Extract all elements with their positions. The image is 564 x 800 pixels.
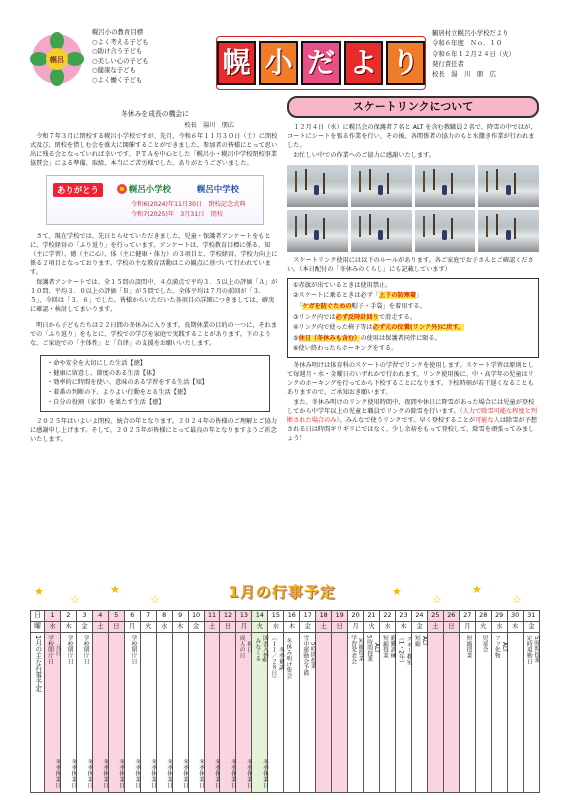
star-icon: ☆: [70, 593, 80, 606]
banner-line2: 令和7(2025)年 3月31日 閉校: [131, 210, 224, 218]
paragraph: お忙しい中での作業へのご協力に感謝いたします。: [293, 151, 436, 159]
calendar-weekday: 水: [45, 622, 61, 633]
event-text: ALT フッ化物: [493, 635, 507, 659]
calendar-weekday: 金: [300, 622, 316, 633]
header: [30, 28, 540, 100]
banner-school2: 幌呂中学校: [197, 183, 239, 194]
paragraph: 保護者アンケートでは、全１５問の設問中、４点満点で平均３．５以上の評価「Ａ」が１０問、平均３．０以上の評価「Ｂ」が５問でした。全体平均は７月の前回が「３．５」、今回は「３．６」でした。皆様からいただいた各項目の詳細につきましては、確実に確認・検討してまいります。: [30, 278, 278, 313]
calendar-date-row: [31, 611, 540, 622]
calendar-date: 21: [364, 611, 380, 622]
calendar-weekday: 土: [427, 622, 443, 633]
calendar-date: 7: [140, 611, 156, 622]
calendar-date: 12: [220, 611, 236, 622]
title-char: 幌: [217, 41, 256, 85]
calendar-date: 29: [491, 611, 507, 622]
calendar-date: 30: [507, 611, 523, 622]
section-heading: 冬休みを成長の機会に: [121, 110, 189, 118]
title-char: よ: [344, 41, 383, 85]
calendar-weekday: 金: [523, 622, 539, 633]
event-text: 短縮授業: [465, 635, 472, 659]
calendar-date: 15: [268, 611, 284, 622]
calendar-date: 5: [108, 611, 124, 622]
calendar-weekday: 火: [364, 622, 380, 633]
banner-line1: 令和6(2024)年11月30日 閉校記念式典: [131, 200, 246, 208]
rule-item: ④リンク内で使った椅子等は必ず元の位置(リンク外)に戻す。: [293, 324, 465, 332]
event-text: 冬休み明け集会 冬季補講 （１１／２８日）: [269, 635, 291, 682]
calendar-date: 17: [300, 611, 316, 622]
calendar-date: 1: [45, 611, 61, 622]
calendar-events-row: [31, 633, 540, 793]
calendar-event-cell: [268, 633, 291, 793]
calendar-date: 8: [156, 611, 172, 622]
rink-photo: [351, 165, 412, 207]
goal-item: ○よく働く子ども: [92, 76, 143, 85]
section-title: スケートリンクについて: [287, 96, 539, 118]
winter-break-text: 冬季休業日: [85, 759, 92, 788]
calendar-event-cell: [60, 633, 76, 793]
calendar-weekday: 火: [475, 622, 491, 633]
event-text: ALT 短縮: [413, 635, 427, 647]
calendar-date: 11: [204, 611, 220, 622]
list-item: ・効率的に時間を使い、意味のある学習をする生活【知】: [47, 379, 208, 387]
calendar-date: 16: [284, 611, 300, 622]
winter-break-text: 冬季休業日: [245, 759, 252, 788]
event-text: 学校閉庁日: [82, 635, 89, 664]
row-label: 日: [31, 611, 45, 622]
event-text: スキー教室 （1・2年）: [397, 635, 412, 666]
calendar-date: 3: [76, 611, 92, 622]
calendar-event-cell: [523, 633, 539, 793]
paragraph: さて、現在学校では、先日とらせていただきました、児童・保護者アンケートをもとに、学校経営の「ふり返り」を行っています。アンケートは、学校教育目標に係る、知（主に学習）、徳（主に心）、体（主に健康・体力）の３項目と、学校経営、学校力向上に係る２項目となっております。学校の主な教育活動はこの観点に基づいて行われています。: [30, 232, 278, 276]
calendar-event-cell: [124, 633, 140, 793]
winter-break-text: 冬季休業日: [197, 759, 204, 788]
paragraph: 令和７年３月に閉校する幌呂小学校ですが、先月、令和６年１１月３０日（土）に閉校式及び、閉校を惜しむ会を盛大に開催することができました。参加者の皆様にとって思い出に残る会となっていれば幸いです。ＰＴＡを中心とした「幌呂小・幌呂中学校閉校事業協賛会」による準備、取組、本当にご苦労様でした。ありがとうございました。: [30, 132, 278, 167]
paragraph: 冬休み明けは体育科のスケートの学習でリンクを使用します。スケート学習は原則として毎週月・水・金曜日のいずれかで行われます。リンク使用後に、中・高学年の児童はリンクのホーキングを行ってから下校することになります。下校時刻が若干遅くなることもありますので、ご承知おき願います。: [287, 361, 534, 396]
calendar-date: 23: [395, 611, 411, 622]
skate-rink-section: [287, 96, 539, 444]
calendar-event-cell: [491, 633, 507, 793]
event-text: 避難訓練 短縮授業: [381, 635, 396, 659]
star-icon: ★: [472, 583, 482, 596]
calendar-weekday: 土: [92, 622, 108, 633]
calendar-weekday: 土: [204, 622, 220, 633]
rink-photo: [415, 165, 476, 207]
calendar-event-cell: [92, 633, 108, 793]
calendar-event-cell: [364, 633, 380, 793]
rule-item: ⑥使い終わったらホーキングをする。: [293, 345, 398, 353]
calendar-date: 27: [459, 611, 475, 622]
winter-break-text: 冬季休業日: [149, 759, 156, 788]
calendar-weekday: 水: [156, 622, 172, 633]
rink-photo: [478, 165, 539, 207]
winter-break-text: 冬季休業日: [181, 759, 188, 788]
calendar-date: 19: [332, 611, 348, 622]
rule-item: ③リンク内では必ず反時計回りで滑走する。: [293, 313, 416, 321]
calendar-event-cell: [459, 633, 475, 793]
event-text: 元日 学校閉庁日: [46, 635, 61, 664]
calendar-event-cell: [236, 633, 252, 793]
calendar-date: 25: [427, 611, 443, 622]
calendar-date: 18: [316, 611, 332, 622]
calendar-event-cell: [475, 633, 491, 793]
calendar-weekday: 月: [459, 622, 475, 633]
calendar-event-cell: [252, 633, 268, 793]
list-item: ・健康に留意し、節度のある生活【体】: [47, 369, 159, 377]
calendar-date: 14: [252, 611, 268, 622]
calendar-date: 13: [236, 611, 252, 622]
calendar-weekday: 日: [443, 622, 459, 633]
calendar-event-cell: [427, 633, 443, 793]
calendar-event-cell: [188, 633, 204, 793]
rink-photo: [351, 210, 412, 252]
calendar-weekday: 木: [60, 622, 76, 633]
calendar-event-cell: [332, 633, 348, 793]
education-goals: [92, 28, 212, 86]
rink-photo: [287, 165, 348, 207]
calendar-event-cell: [284, 633, 300, 793]
calendar-weekday: 金: [411, 622, 427, 633]
event-text: 祝日 成人の日: [237, 635, 252, 659]
winter-break-text: 冬季休業日: [69, 759, 76, 788]
school-emblem-icon: [30, 32, 84, 86]
support-list: [40, 355, 270, 413]
calendar-weekday: 日: [108, 622, 124, 633]
calendar-date: 9: [172, 611, 188, 622]
paragraph: ２０２５年はいよいよ閉校、統合の年となります。２０２４年の皆様のご理解とご協力に感謝申し上げます。そして、２０２５年が皆様にとって最良の年となりますようご祈念いたします。: [30, 418, 278, 444]
calendar-title: 1月の行事予定: [228, 583, 336, 602]
calendar-date: 31: [523, 611, 539, 622]
calendar-event-cell: [348, 633, 364, 793]
calendar-weekday: 金: [76, 622, 92, 633]
rink-photo: [415, 210, 476, 252]
calendar-title-area: [0, 578, 564, 608]
calendar-weekday: 木: [284, 622, 300, 633]
paragraph: １２月４日（水）に幌呂会の保護者７名と ALT を含む教職員２名で、降雪の中ではが、コートにシートを張る作業を行い、その後、各関係者の協力のもと水撒き作業が行われました。: [287, 124, 537, 149]
author: 校長 湯川 朋広: [184, 121, 234, 129]
pub-line: 令和６年１２月２４日（火）: [432, 49, 516, 58]
principal-message: [30, 110, 280, 446]
rule-item: ①赤旗が出ているときは使用禁止。: [293, 281, 392, 289]
title-char: だ: [301, 41, 340, 85]
calendar-event-cell: [172, 633, 188, 793]
pub-line: 鶴居村立幌呂小学校だより: [432, 29, 509, 37]
calendar-weekday: 日: [220, 622, 236, 633]
calendar-event-cell: [220, 633, 236, 793]
calendar-weekday: 水: [380, 622, 396, 633]
flower-icon: [117, 184, 127, 194]
calendar-date: 24: [411, 611, 427, 622]
goal-item: ○助け合う子ども: [92, 47, 143, 56]
calendar-weekday: 月: [348, 622, 364, 633]
list-item: ・自分の役割（家事）を果たす生活【徳】: [47, 399, 165, 407]
winter-break-text: 冬季休業日: [101, 759, 108, 788]
list-item: ・命や安全を大切にした生活【徳】: [47, 359, 146, 367]
paragraph: また、冬休み明けのリンク使用時間中、夜間や休日に降雪があった場合には児童が登校してから中学年以上の児童と職員でリンクの除雪を行います。（人力で除雪可能な程度と判断された場合のみ）。みんなで使うリンクです。早く登校することが可能な人は除雪が予想される日は時間ギリギリにではなく、少し余裕をもって登校して、除雪を頑張ってみましょう！: [287, 398, 537, 442]
rule-item: ②スケートに乗るときは必ず「上下の防寒着」: [293, 292, 423, 300]
list-item: ・着番の判断の下、よりよい行動をとる生活【徳】: [47, 389, 190, 397]
calendar-weekday: 木: [172, 622, 188, 633]
calendar-date: 4: [92, 611, 108, 622]
pub-line: 校長 湯 川 朋 広: [432, 70, 496, 78]
event-text: 5時間授業 雪中運動会予備: [301, 635, 316, 676]
paragraph: 明日から子どもたちは２２日間の冬休みに入ります。長期休業の目的の一つに、それまでの「ふり返り」をもとに、学校での学びを家庭で実践することがあります。下のような、ご家庭での「主体性」と「自律」の支援をお願いいたします。: [30, 321, 278, 347]
calendar-date: 6: [124, 611, 140, 622]
goals-title: 幌呂小の教育目標: [92, 28, 144, 36]
event-text: 5時間授業 定時退勤日: [525, 635, 539, 664]
winter-break-text: 冬季休業日: [261, 759, 268, 788]
star-icon: ☆: [432, 593, 442, 606]
calendar-event-cell: [76, 633, 92, 793]
calendar-event-cell: [300, 633, 316, 793]
title-char: り: [386, 41, 425, 85]
closing-banner: [46, 175, 264, 225]
banner-thanks: ありがとう: [53, 183, 103, 197]
pub-line: 令和６年度 Ｎｏ．１０: [432, 39, 503, 48]
rule-item: 「ケガを防ぐための帽子・手袋」を着用する。: [293, 302, 426, 310]
calendar-event-cell: [316, 633, 332, 793]
calendar-event-cell: [380, 633, 396, 793]
rule-item: ⑤休日（冬休みも含む）の使用は保護者同伴に限る。: [293, 334, 441, 342]
event-text: 学校閉庁日: [66, 635, 73, 664]
calendar-weekday-row: [31, 622, 540, 633]
calendar-event-cell: [140, 633, 156, 793]
photo-grid: [287, 165, 539, 252]
newsletter-title: [216, 36, 426, 90]
calendar-event-cell: [204, 633, 220, 793]
banner-school1: 幌呂小学校: [129, 183, 171, 194]
title-char: 小: [259, 41, 298, 85]
rink-photo: [478, 210, 539, 252]
winter-break-text: 冬季休業日: [213, 759, 220, 788]
event-calendar: [30, 610, 540, 793]
event-text: 児童会: [480, 635, 487, 653]
calendar-date: 20: [348, 611, 364, 622]
paragraph: スケートリンク使用には以下のルールがあります。各ご家庭でお子さんとご確認ください。（本日配付の「冬休みのくらし」にも記載しています）: [287, 256, 534, 273]
calendar-event-cell: [507, 633, 523, 793]
calendar-event-cell: [443, 633, 459, 793]
calendar-weekday: 木: [395, 622, 411, 633]
event-text: 短縮授業 学習発表会: [349, 635, 364, 664]
calendar-weekday: 水: [268, 622, 284, 633]
emblem-text: 幌呂: [50, 56, 64, 64]
star-icon: ★: [34, 585, 44, 598]
winter-break-text: 冬季休業日: [53, 759, 60, 788]
calendar-date: 26: [443, 611, 459, 622]
calendar-date: 28: [475, 611, 491, 622]
calendar-weekday: 火: [140, 622, 156, 633]
winter-break-text: 冬季休業日: [165, 759, 172, 788]
calendar-event-cell: [411, 633, 427, 793]
calendar-weekday: 月: [124, 622, 140, 633]
calendar-weekday: 水: [491, 622, 507, 633]
winter-break-text: 冬季休業日: [229, 759, 236, 788]
calendar-event-cell: [156, 633, 172, 793]
calendar-event-cell: [395, 633, 411, 793]
event-text: 図書入替⑥ みなくる: [253, 635, 268, 665]
calendar-date: 10: [188, 611, 204, 622]
calendar-event-cell: [45, 633, 61, 793]
rink-rules: [287, 278, 539, 358]
calendar-date: 22: [380, 611, 396, 622]
calendar-weekday: 月: [236, 622, 252, 633]
calendar-weekday: 日: [332, 622, 348, 633]
winter-break-text: 冬季休業日: [133, 759, 140, 788]
event-text: 学校閉庁日: [130, 635, 136, 664]
star-icon: ☆: [512, 593, 522, 606]
goal-item: ○よく考える子ども: [92, 37, 149, 46]
goal-item: ○美しい心の子ども: [92, 56, 149, 65]
calendar-weekday: 火: [252, 622, 268, 633]
row-label: 1月の主な行事予定: [31, 633, 45, 793]
rink-photo: [287, 210, 348, 252]
winter-break-text: 冬季休業日: [117, 759, 124, 788]
star-icon: ★: [392, 585, 402, 598]
star-icon: ★: [110, 583, 120, 596]
calendar-weekday: 金: [188, 622, 204, 633]
publication-info: [432, 28, 542, 79]
row-label: 曜: [31, 622, 45, 633]
goal-item: ○健康な子ども: [92, 66, 136, 75]
star-icon: ☆: [150, 593, 160, 606]
calendar-date: 2: [60, 611, 76, 622]
pub-line: 発行責任者: [432, 59, 464, 68]
calendar-weekday: 木: [507, 622, 523, 633]
calendar-weekday: 土: [316, 622, 332, 633]
event-text: ALT 5時間授業: [365, 635, 380, 662]
calendar-event-cell: [108, 633, 124, 793]
